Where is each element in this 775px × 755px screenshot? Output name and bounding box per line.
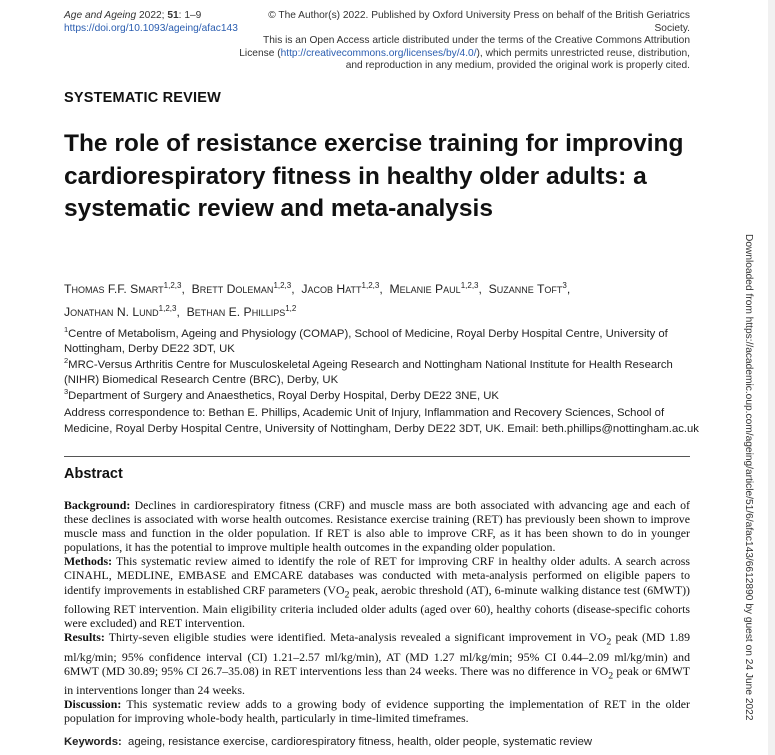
journal-citation (64, 10, 238, 35)
methods-text: This systematic review aimed to identify the role of RET for improving CRF in healthy older adults. A search across CINAHL, MEDLINE, EMBASE and EMCARE databases was conducted with meta-analysis performed on eligible papers to identify improvements in established CRF parameters (VO (64, 554, 690, 597)
license-line: This is an Open Access article distributed under the terms of the Creative Commons Attribution (263, 35, 690, 46)
author-separator: , (176, 305, 180, 320)
download-watermark: Downloaded from https://academic.oup.com/ageing/article/51/6/afac143/6612890 by guest on 24 June 2022 (743, 234, 754, 721)
journal-pages: : 1–9 (178, 10, 202, 21)
abstract-background (64, 498, 690, 554)
keywords (64, 736, 592, 748)
abstract-heading: Abstract (64, 466, 123, 482)
results-text: peak or 6MWT in interventions longer than 24 weeks. (64, 663, 690, 698)
keywords-text: ageing, resistance exercise, cardiorespiratory fitness, health, older people, systematic review (128, 736, 593, 748)
author (64, 282, 185, 296)
author-separator: , (181, 282, 185, 297)
author-affil-sup: 3 (562, 281, 567, 290)
author-name: Jonathan N. Lund (64, 305, 159, 320)
author-name: Jacob Hatt (301, 282, 362, 297)
author-affil-sup: 1,2,3 (163, 281, 182, 290)
page-edge (768, 0, 775, 755)
abstract-body (64, 498, 690, 725)
author-separator: , (566, 282, 571, 297)
section-label: SYSTEMATIC REVIEW (64, 90, 222, 106)
author (390, 282, 482, 296)
license-line: © The Author(s) 2022. Published by Oxford University Press on behalf of the British Geriatrics Society. (268, 10, 690, 34)
author-affil-sup: 1,2,3 (361, 281, 380, 290)
results-text: Thirty-seven eligible studies were identified. Meta-analysis revealed a significant improvement in VO (108, 630, 607, 645)
abstract-discussion (64, 697, 690, 725)
subscript: 2 (344, 588, 350, 600)
license-notice (232, 10, 690, 73)
license-line: and reproduction in any medium, provided the original work is properly cited. (345, 60, 690, 71)
author-separator: , (379, 282, 383, 297)
license-link[interactable]: http://creativecommons.org/licenses/by/4.0/ (280, 47, 477, 59)
discussion-label: Discussion: (64, 697, 122, 712)
affiliation-number: 1 (64, 325, 69, 334)
abstract-results (64, 630, 690, 697)
subscript: 2 (608, 670, 614, 682)
affiliation-text: Centre of Metabolism, Ageing and Physiology (COMAP), School of Medicine, Royal Derby Hospital Centre, University of Nottingham, Derby DE22 3DT, UK (64, 327, 668, 356)
results-text: peak (MD 1.89 ml/kg/min; 95% confidence interval (CI) 1.21–2.57 ml/kg/min), AT (MD 1.27 ml/kg/min; 95% CI 0.44–2.09 ml/kg/min) and 6MWT (MD 30.89; 95% CI 26.7–35.08) in RET interventions less than 24 weeks. There was no difference in VO (64, 630, 690, 678)
methods-text: peak, aerobic threshold (AT), 6-minute walking distance test (6MWT)) following RET intervention. Main eligibility criteria included older adults (aged over 60), healthy cohorts (disease-specific cohorts were excluded) and RET intervention. (64, 582, 690, 631)
affiliation-text: MRC-Versus Arthritis Centre for Musculoskeletal Ageing Research and Nottingham National Institute for Health Research (NIHR) Biomedical Research Centre (BRC), Derby, UK (64, 358, 673, 387)
article-title: The role of resistance exercise training for improving cardiorespiratory fitness in healthy older adults: a systematic review and meta-analysis (64, 130, 684, 222)
author-name: Thomas F.F. Smart (64, 282, 164, 297)
license-line: License ( (239, 47, 281, 59)
license-line: ), which permits unrestricted reuse, distribution, (476, 47, 690, 59)
discussion-text: This systematic review adds to a growing body of evidence supporting the implementation of RET in the older population for improving whole-body health, particularly in time-limited timeframes. (64, 697, 690, 726)
author-affil-sup: 1,2,3 (460, 281, 479, 290)
results-label: Results: (64, 630, 105, 645)
author-affil-sup: 1,2,3 (158, 304, 177, 314)
journal-year: 2022; (138, 10, 165, 21)
author-affil-sup: 1,2 (285, 304, 297, 314)
journal-volume: 51 (167, 10, 179, 21)
background-text: Declines in cardiorespiratory fitness (CRF) and muscle mass are both associated with advancing age and each of these declines is associated with worse health outcomes. Resistance exercise training (RET) has previously been shown to improve muscle mass and function in the older population. If RET is also able to improve CRF, as it has been shown to do in younger populations, it has the potential to improve multiple health outcomes in the expanding older population. (64, 498, 690, 555)
author-affil-sup: 1,2,3 (273, 281, 292, 290)
affiliation-number: 2 (64, 356, 69, 365)
author-list (64, 276, 694, 322)
author (301, 282, 382, 296)
correspondence-address: Address correspondence to: Bethan E. Phillips, Academic Unit of Injury, Inflammation and Recovery Sciences, School of Medicine, Royal Derby Hospital Centre, University of Nottingham, Derby DE22 3DT, UK. Email: beth.phillips@nottingham.ac.uk (64, 407, 699, 435)
author (187, 305, 297, 319)
author-name: Bethan E. Phillips (186, 305, 286, 320)
abstract-methods (64, 554, 690, 630)
affiliation-text: Department of Surgery and Anaesthetics, Royal Derby Hospital, Derby DE22 3NE, UK (68, 389, 499, 402)
journal-name: Age and Ageing (64, 10, 137, 21)
background-label: Background: (64, 498, 131, 512)
author-separator: , (291, 282, 295, 297)
doi-link[interactable]: https://doi.org/10.1093/ageing/afac143 (64, 22, 238, 34)
author (64, 305, 180, 319)
author (489, 282, 571, 296)
methods-label: Methods: (64, 554, 113, 569)
subscript: 2 (606, 636, 612, 648)
keywords-label: Keywords: (64, 736, 122, 748)
affiliation-number: 3 (64, 387, 69, 396)
author-name: Melanie Paul (389, 282, 461, 297)
author (192, 282, 295, 296)
author-name: Brett Doleman (191, 282, 274, 297)
author-name: Suzanne Toft (488, 282, 563, 297)
author-separator: , (478, 282, 482, 297)
affiliation (64, 384, 704, 404)
divider (64, 456, 690, 457)
